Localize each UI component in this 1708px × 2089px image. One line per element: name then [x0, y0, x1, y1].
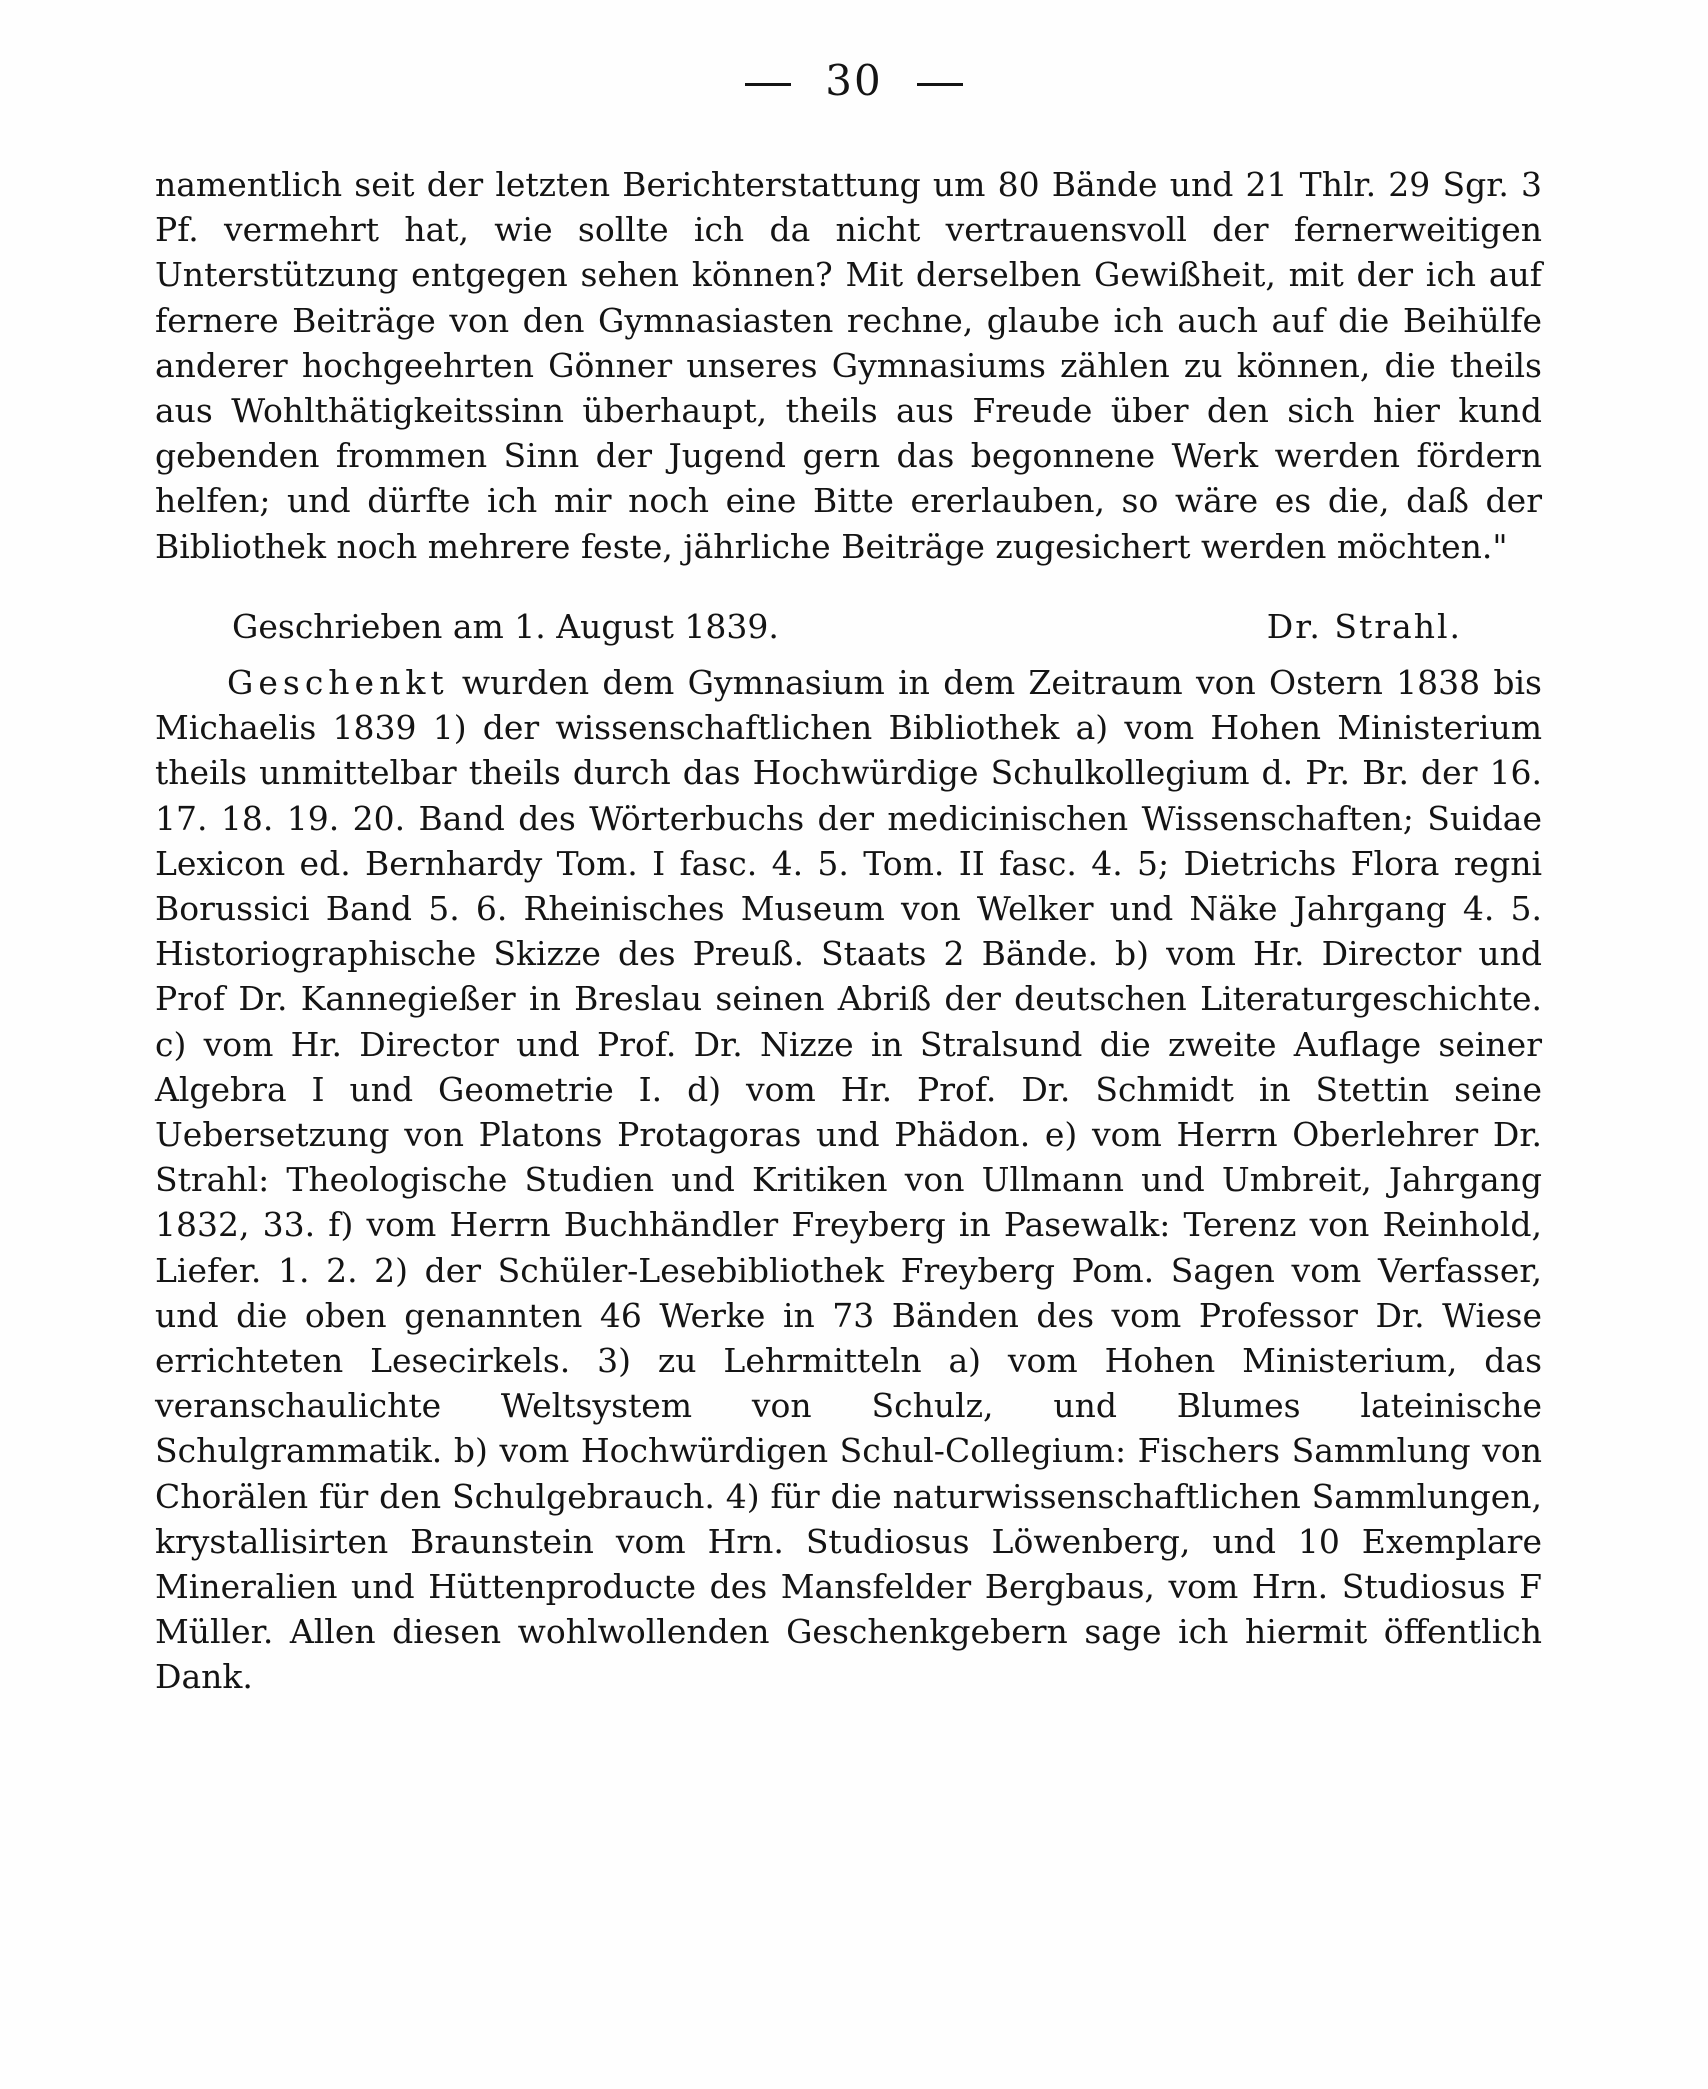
header-dash-left: [745, 83, 791, 86]
signature-line: [232, 604, 1462, 649]
signature-date: Geschrieben am 1. August 1839.: [232, 607, 779, 646]
header-dash-right: [917, 83, 963, 86]
paragraph-2-lead: Geschenkt: [227, 663, 449, 702]
paragraph-continuation: [155, 162, 1542, 569]
page-header: [0, 56, 1708, 105]
signature-name: Dr. Strahl.: [1266, 607, 1462, 646]
paragraph-1-text: namentlich seit der letzten Berichterstattung um 80 Bände und 21 Thlr. 29 Sgr. 3 Pf. vermehrt hat, wie sollte ich da nicht vertrauensvoll der fernerweitigen Unterstützung entgegen sehen können? Mit derselben Gewißheit, mit der ich auf fernere Beiträge von den Gymnasiasten rechne, glaube ich auch auf die Beihülfe anderer hochgeehrten Gönner unseres Gymnasiums zählen zu können, die theils aus Wohlthätigkeitssinn überhaupt, theils aus Freude über den sich hier kund gebenden frommen Sinn der Jugend gern das begonnene Werk werden fördern helfen; und dürfte ich mir noch eine Bitte ererlauben, so wäre es die, daß der Bibliothek noch mehrere feste, jährliche Beiträge zugesichert werden möchten.": [155, 165, 1542, 566]
page-number: 30: [825, 56, 883, 105]
paragraph-donations: [155, 660, 1542, 1700]
paragraph-2-text: wurden dem Gymnasium in dem Zeitraum von Ostern 1838 bis Michaelis 1839 1) der wissenschaftlichen Bibliothek a) vom Hohen Ministerium theils unmittelbar theils durch das Hochwürdige Schulkollegium d. Pr. Br. der 16. 17. 18. 19. 20. Band des Wörterbuchs der medicinischen Wissenschaften; Suidae Lexicon ed. Bernhardy Tom. I fasc. 4. 5. Tom. II fasc. 4. 5; Dietrichs Flora regni Borussici Band 5. 6. Rheinisches Museum von Welker und Näke Jahrgang 4. 5. Historiographische Skizze des Preuß. Staats 2 Bände. b) vom Hr. Director und Prof Dr. Kannegießer in Breslau seinen Abriß der deutschen Literaturgeschichte. c) vom Hr. Director und Prof. Dr. Nizze in Stralsund die zweite Auflage seiner Algebra I und Geometrie I. d) vom Hr. Prof. Dr. Schmidt in Stettin seine Uebersetzung von Platons Protagoras und Phädon. e) vom Herrn Oberlehrer Dr. Strahl: Theologische Studien und Kritiken von Ullmann und Umbreit, Jahrgang 1832, 33. f) vom Herrn Buchhändler Freyberg in Pasewalk: Terenz von Reinhold, Liefer. 1. 2. 2) der Schüler-Lesebibliothek Freyberg Pom. Sagen vom Verfasser, und die oben genannten 46 Werke in 73 Bänden des vom Professor Dr. Wiese errichteten Lesecirkels. 3) zu Lehrmitteln a) vom Hohen Ministerium, das veranschaulichte Weltsystem von Schulz, und Blumes lateinische Schulgrammatik. b) vom Hochwürdigen Schul-Collegium: Fischers Sammlung von Chorälen für den Schulgebrauch. 4) für die naturwissenschaftlichen Sammlungen, krystallisirten Braunstein vom Hrn. Studiosus Löwenberg, und 10 Exemplare Mineralien und Hüttenproducte des Mansfelder Bergbaus, vom Hrn. Studiosus F Müller. Allen diesen wohlwollenden Geschenkgebern sage ich hiermit öffentlich Dank.: [155, 663, 1542, 1697]
